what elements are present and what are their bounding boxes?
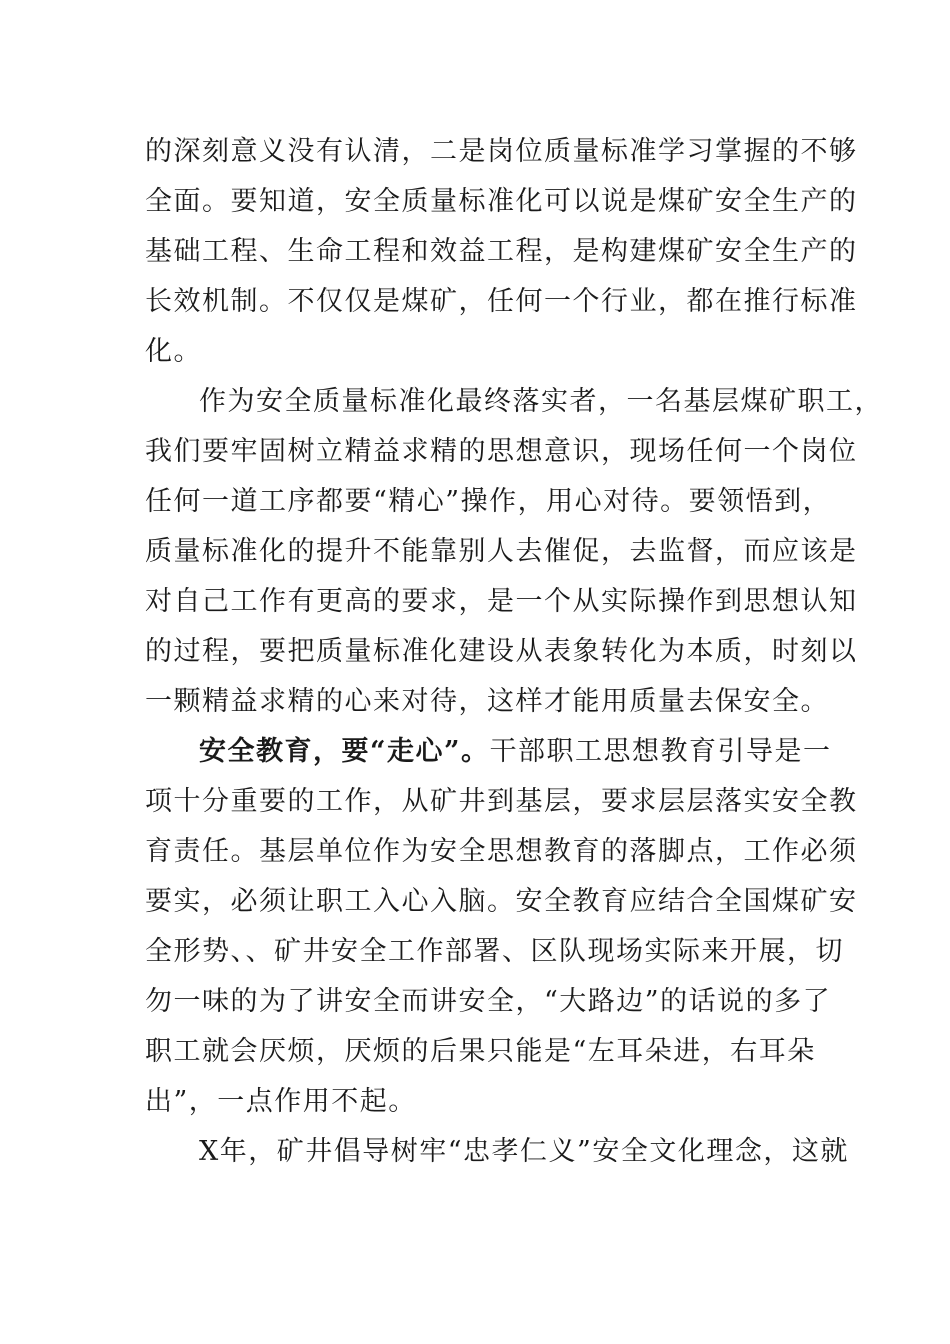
text-line: 基础工程、生命工程和效益工程，是构建煤矿安全生产的 [145,236,858,267]
text-line: 质量标准化的提升不能靠别人去催促，去监督，而应该是 [145,536,858,567]
text-line: 勿一味的为了讲安全而讲安全，“大路边”的话说的多了 [145,986,832,1017]
text-line: 全形势、、矿井安全工作部署、区队现场实际来开展，切 [145,936,844,967]
text-line: 干部职工思想教育引导是一 [489,736,832,767]
text-line: 要实，必须让职工入心入脑。安全教育应结合全国煤矿安 [145,886,858,917]
text-line: 一颗精益求精的心来对待，这样才能用质量去保安全。 [145,686,829,717]
text-line: X年，矿井倡导树牢“忠孝仁义”安全文化理念，这就 [199,1136,849,1167]
text-line: 出”，一点作用不起。 [145,1086,417,1117]
text-line: 项十分重要的工作，从矿井到基层，要求层层落实安全教 [145,786,858,817]
text-line: 育责任。基层单位作为安全思想教育的落脚点，工作必须 [145,836,858,867]
text-line: 对自己工作有更高的要求，是一个从实际操作到思想认知 [145,586,858,617]
text-line: 化。 [145,336,202,367]
section-heading: 安全教育，要“走心”。 [199,736,490,767]
text-line: 的深刻意义没有认清，二是岗位质量标准学习掌握的不够 [145,136,858,167]
paragraph-first-line [199,727,832,777]
text-line: 职工就会厌烦，厌烦的后果只能是“左耳朵进，右耳朵 [145,1036,816,1067]
text-line: 的过程，要把质量标准化建设从表象转化为本质，时刻以 [145,636,858,667]
text-line: 长效机制。不仅仅是煤矿，任何一个行业，都在推行标准 [145,286,858,317]
text-line: 作为安全质量标准化最终落实者，一名基层煤矿职工， [199,386,883,417]
text-line: 全面。要知道，安全质量标准化可以说是煤矿安全生产的 [145,186,858,217]
text-line: 任何一道工序都要“精心”操作，用心对待。要领悟到， [145,486,832,517]
text-line: 我们要牢固树立精益求精的思想意识，现场任何一个岗位 [145,436,858,467]
